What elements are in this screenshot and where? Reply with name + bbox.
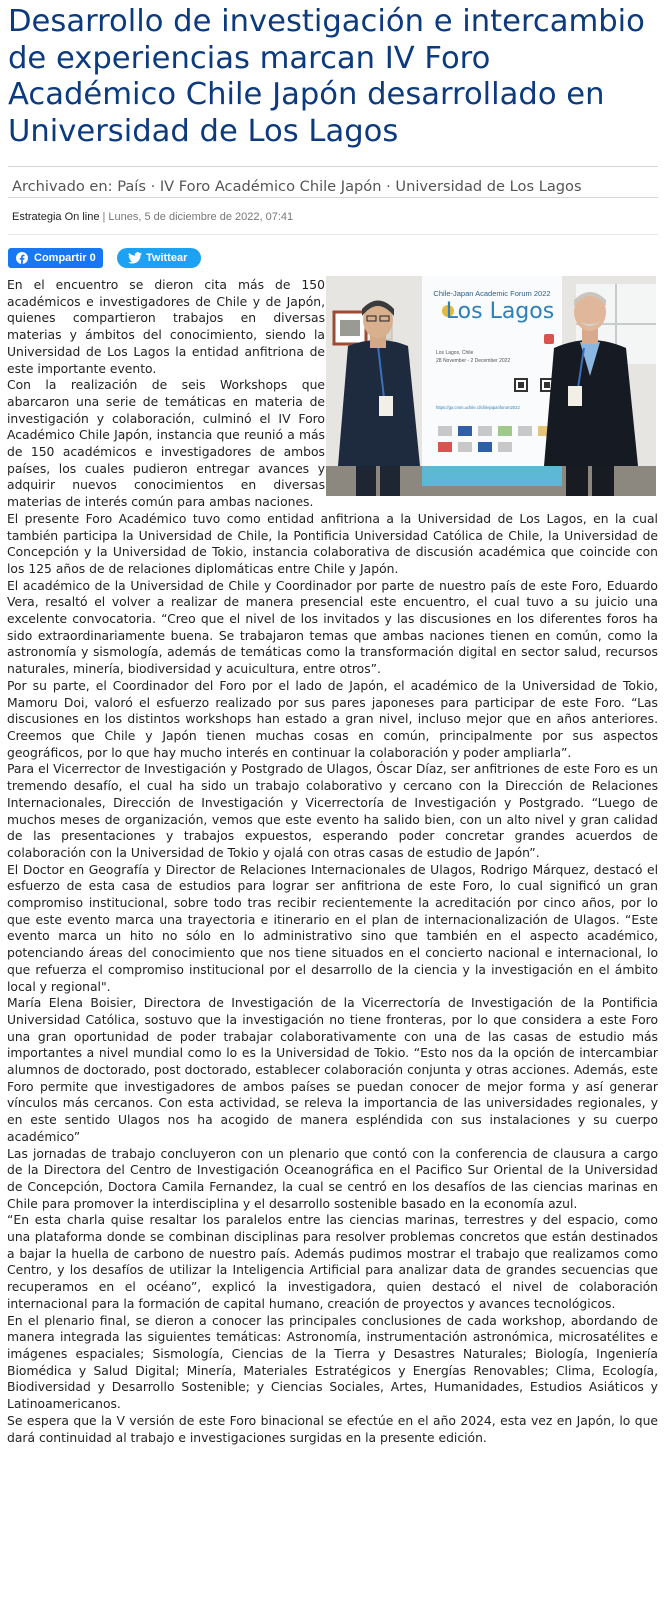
tag-separator: · xyxy=(150,178,156,195)
banner-url: https://go.cmm.uchile.cl/chilejapanforum2022 xyxy=(436,405,520,410)
twitter-share-button[interactable] xyxy=(117,248,201,268)
article-paragraph: El presente Foro Académico tuvo como entidad anfitriona a la Universidad de Los Lagos, en la cual también participa la Universidad de Chile, la Pontificia Universidad Católica de Chile, la Universidad de Concepción y la Universidad de Tokio, instancia colaborativa de discusión académica que coincide con los 125 años de de relaciones diplomáticas entre Chile y Japón. xyxy=(7,511,658,576)
article-paragraph: Las jornadas de trabajo concluyeron con un plenario que contó con la conferencia de clausura a cargo de la Directora del Centro de Investigación Oceanográfica en el Pacifico Sur Oriental de la Universidad de Concepción, Doctora Camila Fernandez, la cual se centró en los desafíos de las ciencias marinas en Chile para promover la interdisciplina y el desarrollo sostenible basado en la economía azul. xyxy=(7,1146,658,1211)
article-source: Estrategia On line xyxy=(12,211,100,223)
article-body xyxy=(7,277,658,1446)
twitter-share-label: Twittear xyxy=(146,252,188,264)
tag-separator: · xyxy=(386,178,391,195)
article-paragraph: En el encuentro se dieron cita más de 150 académicos e investigadores de Chile y de Japón, quienes compartieron trabajos en diversas materias y ámbitos del conocimiento, siendo la Universidad de Los Lagos la entidad anfitriona de este importante evento. xyxy=(7,278,325,376)
tag-link-pais[interactable]: País xyxy=(117,178,146,195)
article-meta xyxy=(12,209,658,225)
tag-link-universidad[interactable]: Universidad de Los Lagos xyxy=(395,178,582,195)
article-paragraph: En el plenario final, se dieron a conocer las principales conclusiones de cada workshop, abordando de manera integrada las siguientes temáticas: Astronomía, instrumentación astronómica, microsatélites e imágenes espaciales; Sismología, Ciencias de la Tierra y Desastres Naturales; Biología, Ingeniería Biomédica y Salud Digital; Minería, Materiales Estratégicos y Energías Renovables; Clima, Ecología, Biodiversidad y Desarrollo Sostenible; y Ciencias Sociales, Artes, Humanidades, Estudios Asiáticos y Latinoamericanos. xyxy=(7,1313,658,1412)
article-title: Desarrollo de investigación e intercambio de experiencias marcan IV Foro Académico Chile Japón desarrollado en Universidad de Los Lagos xyxy=(8,4,645,149)
banner-place: Los Lagos, Chile xyxy=(436,350,474,356)
article-date: Lunes, 5 de diciembre de 2022, 07:41 xyxy=(108,211,294,223)
divider xyxy=(8,234,658,235)
article-paragraph: “En esta charla quise resaltar los paralelos entre las ciencias marinas, terrestres y del espacio, como una plataforma donde se combinan disciplinas para resolver problemas concretos que están destinados a bajar la huella de carbono de nuestro país. Además pudimos mostrar el trabajo que realizamos como Centro, y los desafíos de utilizar la Inteligencia Artificial para analizar data de grandes secuencias que recuperamos en el océano”, explicó la investigadora, quien destacó el nivel de colaboración internacional para la formación de capital humano, creación de proyectos y avances tecnológicos. xyxy=(7,1213,658,1311)
facebook-share-label: Compartir 0 xyxy=(34,252,96,264)
banner-heading: Chile-Japan Academic Forum 2022 xyxy=(433,289,551,298)
facebook-share-button[interactable] xyxy=(8,248,103,268)
archive-label: Archivado en: xyxy=(12,178,113,195)
facebook-icon xyxy=(16,252,28,264)
article-paragraph: El académico de la Universidad de Chile y Coordinador por parte de nuestro país de este Foro, Eduardo Vera, resaltó el volver a realizar de manera presencial este encuentro, el cual tuvo a su juicio una excelente convocatoria. “Creo que el nivel de los invitados y las discusiones en los diferentes foros ha sido extraordinariamente buena. Se trabajaron temas que ambas naciones tienen en común, como la astronomía y sismología, además de temáticas como la transformación digital en sector salud, recursos naturales, minería, biodiversidad y acuicultura, entre otros”. xyxy=(7,578,658,677)
banner-title: Los Lagos xyxy=(445,299,555,324)
tag-link-foro[interactable]: IV Foro Académico Chile Japón xyxy=(159,178,382,195)
photo-float-spacer xyxy=(325,277,658,509)
banner-dates: 28 November - 2 December 2022 xyxy=(436,358,511,364)
divider xyxy=(8,166,658,167)
article-paragraph: Para el Vicerrector de Investigación y Postgrado de Ulagos, Óscar Díaz, ser anfitriones de este Foro es un tremendo desafío, el cual ha sido un trabajo colaborativo y cercano con la Dirección de Relaciones Internacionales, Dirección de Investigación y Vicerrectoría de Investigación y Postgrado. “Luego de muchos meses de organización, vemos que este evento ha salido bien, con un alto nivel y gran calidad de las presentaciones y trabajos expuestos, esperando poder concretar grandes acuerdos de colaboración con la Universidad de Tokio y ojalá con otras casas de estudio de Japón”. xyxy=(7,762,658,860)
article-paragraph: Con la realización de seis Workshops que abarcaron una serie de temáticas en materia de investigación y colaboración, culminó el IV Foro Académico Chile Japón, instancia que reunió a más de 150 académicos e investigadores de ambos países, los cuales pudieron entregar avances y adquirir nuevos conocimientos en diversas materias de interés común para ambas naciones. xyxy=(7,378,325,510)
divider xyxy=(8,197,658,198)
article-paragraph: Por su parte, el Coordinador del Foro por el lado de Japón, el académico de la Universidad de Tokio, Mamoru Doi, valoró el esfuerzo realizado por sus pares japoneses para participar de este Foro. “Las discusiones en los distintos workshops han estado a gran nivel, incluso mejor que en años anteriores. Creemos que Chile y Japón tienen muchas cosas en común, principalmente por sus aspectos geográficos, por lo que hay mucho interés en continuar la colaboración y poder ampliarla”. xyxy=(7,678,658,760)
meta-divider: | xyxy=(102,211,106,223)
archive-tags xyxy=(12,177,658,197)
article-paragraph: María Elena Boisier, Directora de Investigación de la Vicerrectoría de Investigación de la Pontificia Universidad Católica, sostuvo que la investigación no tiene fronteras, por lo que considera a este Foro una gran oportunidad de poder trabajar colaborativamente con una de las casas de estudio más importantes a nivel mundial como lo es la Universidad de Tokio. “Esto nos da la opción de intercambiar alumnos de doctorado, post doctorado, establecer colaboración conjunta y otras acciones. Además, este Foro permite que investigadores de ambos países se puedan conocer de mejor forma y así generar vínculos más cercanos. Con esta actividad, se releva la importancia de las universidades regionales, y en este sentido Ulagos nos ha acogido de manera espléndida con sus instalaciones y su cuerpo académico” xyxy=(7,996,658,1144)
article-paragraph: Se espera que la V versión de este Foro binacional se efectúe en el año 2024, esta vez en Japón, lo que dará continuidad al trabajo e investigaciones surgidas en la presente edición. xyxy=(7,1413,658,1445)
article-paragraph: El Doctor en Geografía y Director de Relaciones Internacionales de Ulagos, Rodrigo Márquez, destacó el esfuerzo de esta casa de estudios para lograr ser anfitriona de este Foro, lo cual significó un gran compromiso institucional, sobre todo tras recibir recientemente la acreditación por cinco años, por lo que este evento marca una trayectoria e itinerario en el plan de internacionalización de Ulagos. “Este evento marca un hito no sólo en lo administrativo sino que también en el aspecto académico, potenciando áreas del conocimiento que nos tiene situados en el concierto nacional e internacional, lo que refuerza el compromiso institucional por el desarrollo de la ciencia y la investigación en el ámbito local y regional". xyxy=(7,862,658,994)
twitter-icon xyxy=(128,252,142,264)
